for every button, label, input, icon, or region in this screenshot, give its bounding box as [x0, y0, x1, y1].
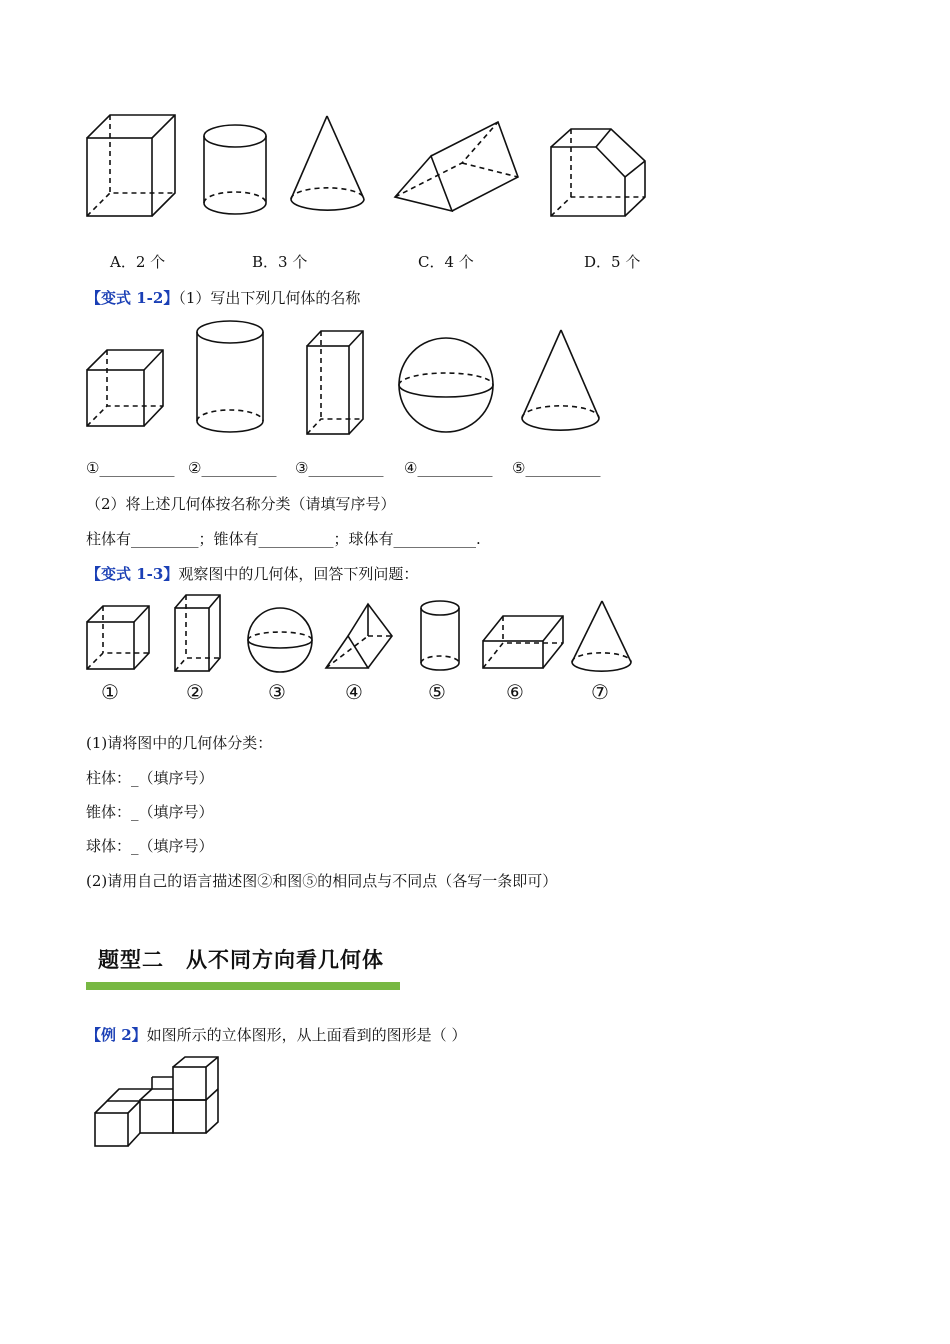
answer-line-cone[interactable]: 锥体：_（填序号）	[86, 803, 214, 821]
figure-small-square-prism	[174, 594, 224, 674]
variant-1-3-prompt: 观察图中的几何体，回答下列问题：	[178, 565, 419, 583]
figure-number-7: ⑦	[591, 680, 609, 704]
figure-cube	[86, 349, 166, 429]
example-2-header	[86, 1025, 466, 1045]
figure-small-cube	[86, 605, 152, 671]
variant-1-2-fill-line[interactable]: 柱体有_________；锥体有__________；球体有___________.	[86, 530, 481, 548]
figure-tall-cylinder	[194, 320, 266, 434]
option-a[interactable]: A．2 个	[110, 253, 166, 271]
figure-stacked-cubes	[94, 1056, 220, 1148]
figure-small-sphere	[246, 606, 314, 674]
figure-number-1: ①	[101, 680, 119, 704]
figure-cylinder	[202, 124, 268, 216]
example-2-tag: 【例 2】	[86, 1026, 147, 1044]
figure-number-5: ⑤	[428, 680, 446, 704]
figure-number-4: ④	[345, 680, 363, 704]
blank-4[interactable]: ④__________	[404, 459, 493, 477]
figure-cone	[288, 115, 368, 213]
figure-cuboid	[86, 114, 178, 218]
blank-3[interactable]: ③__________	[295, 459, 384, 477]
figure-cone-2	[519, 329, 603, 433]
figure-square-prism	[306, 330, 366, 438]
figure-small-cone	[570, 600, 634, 676]
blank-2[interactable]: ②__________	[188, 459, 277, 477]
figure-number-3: ③	[268, 680, 286, 704]
option-b[interactable]: B．3 个	[252, 253, 308, 271]
variant-1-2-tag: 【变式 1-2】	[86, 289, 179, 307]
figure-triangular-prism	[393, 120, 521, 212]
option-c[interactable]: C．4 个	[418, 253, 474, 271]
example-2-prompt: 如图所示的立体图形，从上面看到的图形是（ ）	[146, 1026, 467, 1044]
section-underline	[86, 982, 400, 990]
figure-small-triangular-prism	[324, 602, 396, 672]
figure-flat-cuboid	[481, 614, 565, 670]
variant-1-2-prompt: （1）写出下列几何体的名称	[178, 289, 361, 307]
figure-cut-cuboid	[549, 127, 649, 219]
variant-1-3-header	[86, 564, 418, 584]
figure-sphere	[397, 336, 495, 434]
section-title: 题型二 从不同方向看几何体	[98, 948, 384, 972]
answer-line-prism[interactable]: 柱体：_（填序号）	[86, 769, 214, 787]
variant-1-3-q2: (2)请用自己的语言描述图②和图⑤的相同点与不同点（各写一条即可）	[86, 872, 558, 890]
option-d[interactable]: D．5 个	[584, 253, 641, 271]
variant-1-3-tag: 【变式 1-3】	[86, 565, 179, 583]
variant-1-2-part2: （2）将上述几何体按名称分类（请填写序号）	[86, 495, 396, 513]
figure-small-cylinder	[419, 600, 463, 672]
figure-number-6: ⑥	[506, 680, 524, 704]
blank-5[interactable]: ⑤__________	[512, 459, 601, 477]
figure-number-2: ②	[186, 680, 204, 704]
blank-1[interactable]: ①__________	[86, 459, 175, 477]
answer-line-sphere[interactable]: 球体：_（填序号）	[86, 837, 214, 855]
variant-1-2-header	[86, 288, 360, 308]
variant-1-3-q1: (1)请将图中的几何体分类：	[86, 734, 273, 752]
